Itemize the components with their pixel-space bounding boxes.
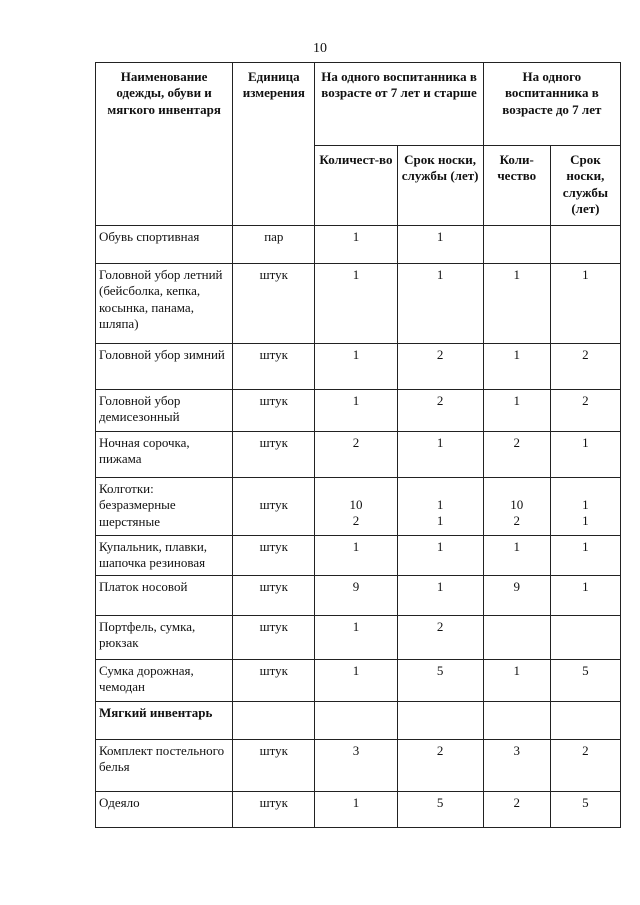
- table-row: [96, 660, 621, 702]
- term-under-7-cell-line: 1: [582, 497, 589, 512]
- item-name: Платок носовой: [96, 576, 233, 616]
- qty-7-plus-cell: 3: [315, 740, 397, 792]
- qty-under-7-cell: 2: [483, 792, 550, 828]
- unit-cell: штук: [233, 576, 315, 616]
- qty-under-7-cell: 1: [483, 536, 550, 576]
- unit-cell: штук: [233, 740, 315, 792]
- term-under-7-cell: 1: [550, 432, 620, 478]
- qty-under-7-cell: [483, 616, 550, 660]
- item-name: Обувь спортивная: [96, 226, 233, 264]
- qty-under-7-cell-line: 10: [510, 497, 524, 512]
- term-7-plus-cell-line: 1: [436, 513, 444, 529]
- qty-under-7-cell-line: 2: [513, 513, 520, 529]
- term-7-plus-cell: 1: [397, 576, 483, 616]
- qty-7-plus-cell-line: 2: [352, 513, 360, 529]
- qty-7-plus-cell: 1: [315, 344, 397, 390]
- item-name: Одеяло: [96, 792, 233, 828]
- unit-cell: штук: [233, 264, 315, 344]
- term-7-plus-cell: 1: [397, 536, 483, 576]
- table-body: [96, 226, 621, 828]
- header-qty-7-plus: Количест-во: [315, 146, 397, 226]
- unit-cell: штук: [233, 616, 315, 660]
- term-under-7-cell: [550, 478, 620, 536]
- term-7-plus-cell: 2: [397, 616, 483, 660]
- qty-under-7-cell: 1: [483, 390, 550, 432]
- table-row: [96, 792, 621, 828]
- table-row: [96, 432, 621, 478]
- table-row: [96, 390, 621, 432]
- term-under-7-cell-line: 1: [582, 513, 589, 529]
- qty-7-plus-cell: 1: [315, 792, 397, 828]
- term-under-7-cell: 5: [550, 792, 620, 828]
- empty-cell: [397, 702, 483, 740]
- term-under-7-cell: [550, 616, 620, 660]
- empty-cell: [483, 702, 550, 740]
- item-name: Колготки: безразмерные шерстяные: [96, 478, 233, 536]
- header-unit: Единица измерения: [233, 63, 315, 226]
- term-7-plus-cell: 5: [397, 792, 483, 828]
- term-7-plus-cell: 1: [397, 432, 483, 478]
- qty-7-plus-cell: 9: [315, 576, 397, 616]
- unit-cell: штук: [233, 792, 315, 828]
- item-name: Сумка дорожная, чемодан: [96, 660, 233, 702]
- table-row: [96, 536, 621, 576]
- table-row: [96, 226, 621, 264]
- clothing-norms-table: [95, 62, 621, 828]
- header-item-name: Наименование одежды, обуви и мягкого инвентаря: [96, 63, 233, 226]
- item-name: Комплект постельного белья: [96, 740, 233, 792]
- unit-cell: штук: [233, 344, 315, 390]
- term-7-plus-cell: 2: [397, 344, 483, 390]
- table-row: [96, 264, 621, 344]
- header-term-7-plus: Срок носки, службы (лет): [397, 146, 483, 226]
- term-7-plus-cell: [397, 478, 483, 536]
- empty-cell: [233, 702, 315, 740]
- qty-under-7-cell: 3: [483, 740, 550, 792]
- qty-under-7-cell: 9: [483, 576, 550, 616]
- qty-7-plus-cell: 1: [315, 536, 397, 576]
- empty-cell: [315, 702, 397, 740]
- qty-under-7-cell: [483, 478, 550, 536]
- unit-cell: штук: [233, 478, 315, 536]
- table-header: [96, 63, 621, 226]
- item-name: Головной убор летний (бейсболка, кепка, косынка, панама, шляпа): [96, 264, 233, 344]
- term-under-7-cell: 5: [550, 660, 620, 702]
- qty-7-plus-cell-line: 10: [349, 497, 363, 512]
- term-7-plus-cell: 2: [397, 740, 483, 792]
- empty-cell: [550, 702, 620, 740]
- header-age-under-7: На одного воспитанника в возрасте до 7 лет: [483, 63, 620, 146]
- qty-7-plus-cell: 1: [315, 616, 397, 660]
- term-under-7-cell: 2: [550, 740, 620, 792]
- qty-7-plus-cell: 2: [315, 432, 397, 478]
- header-qty-under-7: Коли-чество: [483, 146, 550, 226]
- qty-under-7-cell: [483, 226, 550, 264]
- term-under-7-cell: 2: [550, 390, 620, 432]
- qty-under-7-cell: 1: [483, 660, 550, 702]
- header-term-under-7: Срок носки, службы (лет): [550, 146, 620, 226]
- term-under-7-cell: 2: [550, 344, 620, 390]
- term-under-7-cell: 1: [550, 576, 620, 616]
- term-under-7-cell: [550, 226, 620, 264]
- term-7-plus-cell: 2: [397, 390, 483, 432]
- qty-under-7-cell: 1: [483, 264, 550, 344]
- qty-under-7-cell: 2: [483, 432, 550, 478]
- qty-7-plus-cell: 1: [315, 226, 397, 264]
- table-row: [96, 740, 621, 792]
- item-name: Купальник, плавки, шапочка резиновая: [96, 536, 233, 576]
- section-title: Мягкий инвентарь: [96, 702, 233, 740]
- item-name: Портфель, сумка, рюкзак: [96, 616, 233, 660]
- item-name: Головной убор зимний: [96, 344, 233, 390]
- item-name: Ночная сорочка, пижама: [96, 432, 233, 478]
- unit-cell: штук: [233, 432, 315, 478]
- table-row: [96, 616, 621, 660]
- section-row: [96, 702, 621, 740]
- unit-cell: штук: [233, 536, 315, 576]
- page-number: 10: [313, 41, 327, 56]
- qty-7-plus-cell: 1: [315, 264, 397, 344]
- unit-cell: штук: [233, 390, 315, 432]
- qty-7-plus-cell: 1: [315, 660, 397, 702]
- table-row: [96, 576, 621, 616]
- qty-7-plus-cell: 1: [315, 390, 397, 432]
- header-age-7-plus: На одного воспитанника в возрасте от 7 лет и старше: [315, 63, 483, 146]
- table-row: [96, 478, 621, 536]
- item-name: Головной убор демисезонный: [96, 390, 233, 432]
- term-7-plus-cell-line: 1: [436, 497, 444, 512]
- term-7-plus-cell: 1: [397, 264, 483, 344]
- table-row: [96, 344, 621, 390]
- term-under-7-cell: 1: [550, 264, 620, 344]
- term-under-7-cell: 1: [550, 536, 620, 576]
- term-7-plus-cell: 5: [397, 660, 483, 702]
- qty-under-7-cell: 1: [483, 344, 550, 390]
- qty-7-plus-cell: [315, 478, 397, 536]
- unit-cell: пар: [233, 226, 315, 264]
- unit-cell: штук: [233, 660, 315, 702]
- term-7-plus-cell: 1: [397, 226, 483, 264]
